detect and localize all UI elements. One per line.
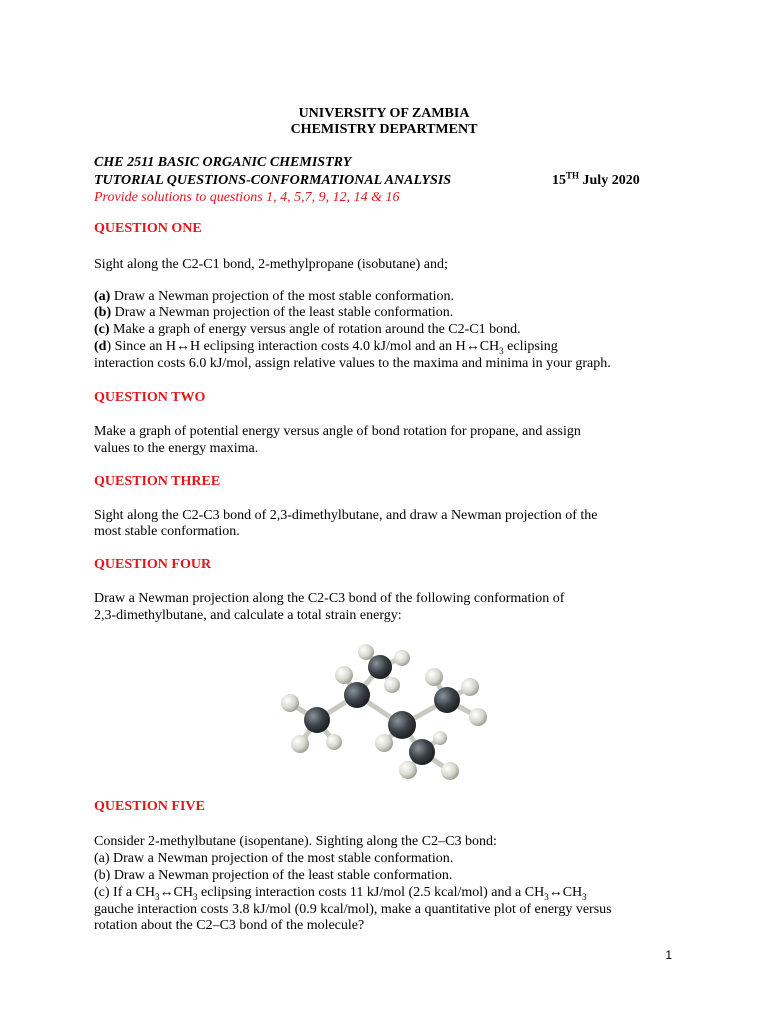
tutorial-title: TUTORIAL QUESTIONS-CONFORMATIONAL ANALYSIS — [94, 173, 452, 188]
q5-c-text-1: (c) If a CH — [94, 885, 156, 900]
q5-c-text-4: ↔CH — [548, 885, 583, 900]
q5-c-sub-1: 3 — [155, 891, 160, 902]
q4-line1: Draw a Newman projection along the C2-C3 bond of the following conformation of — [94, 591, 565, 606]
page-number: 1 — [665, 948, 672, 962]
q5-c-text-2: ↔CH — [159, 885, 193, 900]
q1-a-label: (a) — [94, 289, 111, 304]
q5-intro: Consider 2-methylbutane (isopentane). Sighting along the C2–C3 bond: — [94, 834, 497, 849]
q1-d-subscript: 3 — [499, 345, 504, 356]
q1-part-d — [94, 339, 558, 355]
q1-d-text-end: eclipsing — [503, 339, 558, 354]
date-suffix: TH — [566, 170, 580, 181]
q1-c-label: (c) — [94, 322, 110, 337]
q3-line1: Sight along the C2-C3 bond of 2,3-dimethylbutane, and draw a Newman projection of the — [94, 508, 598, 523]
question-one-heading: QUESTION ONE — [94, 221, 202, 236]
dimethylbutane-molecule-model — [272, 630, 502, 785]
q5-part-c-line2: gauche interaction costs 3.8 kJ/mol (0.9 kcal/mol), make a quantitative plot of energy versus — [94, 902, 612, 917]
q5-c-text-3: eclipsing interaction costs 11 kJ/mol (2.5 kcal/mol) and a CH — [197, 885, 545, 900]
question-four-heading: QUESTION FOUR — [94, 557, 212, 572]
q1-b-text: Draw a Newman projection of the least stable conformation. — [111, 305, 454, 320]
q5-part-b: (b) Draw a Newman projection of the least stable conformation. — [94, 868, 453, 883]
q1-part-b — [94, 305, 453, 321]
date-month-year: July 2020 — [579, 173, 640, 188]
university-title: UNIVERSITY OF ZAMBIA — [298, 106, 470, 121]
q2-line1: Make a graph of potential energy versus angle of bond rotation for propane, and assign — [94, 424, 581, 439]
date-day: 15 — [552, 173, 566, 188]
q1-part-c — [94, 322, 521, 338]
q5-part-c-line3: rotation about the C2–C3 bond of the molecule? — [94, 918, 365, 933]
q1-part-a — [94, 289, 454, 305]
question-five-heading: QUESTION FIVE — [94, 799, 205, 814]
q1-a-text: Draw a Newman projection of the most stable conformation. — [110, 289, 455, 304]
department-title: CHEMISTRY DEPARTMENT — [290, 122, 478, 137]
q4-line2: 2,3-dimethylbutane, and calculate a total strain energy: — [94, 608, 402, 623]
question-two-heading: QUESTION TWO — [94, 390, 206, 405]
q2-line2: values to the energy maxima. — [94, 441, 259, 456]
q5-part-a: (a) Draw a Newman projection of the most stable conformation. — [94, 851, 454, 866]
q3-line2: most stable conformation. — [94, 524, 240, 539]
q1-intro: Sight along the C2-C1 bond, 2-methylpropane (isobutane) and; — [94, 257, 448, 272]
question-three-heading: QUESTION THREE — [94, 474, 221, 489]
q1-d-label: (d — [94, 339, 107, 354]
q5-c-sub-2: 3 — [192, 891, 198, 902]
q1-c-text: Make a graph of energy versus angle of rotation around the C2-C1 bond. — [109, 322, 521, 337]
document-date — [552, 170, 640, 189]
q1-d-text: ) Since an H↔H eclipsing interaction costs 4.0 kJ/mol and an H↔CH — [106, 339, 500, 354]
q5-part-c — [94, 885, 587, 901]
q5-c-sub-3: 3 — [544, 891, 549, 902]
instruction-text: Provide solutions to questions 1, 4, 5,7, 9, 12, 14 & 16 — [94, 190, 400, 205]
course-title: CHE 2511 BASIC ORGANIC CHEMISTRY — [94, 155, 352, 170]
q1-b-label: (b) — [94, 305, 112, 320]
q1-part-d-line2: interaction costs 6.0 kJ/mol, assign relative values to the maxima and minima in your graph. — [94, 356, 611, 371]
q5-c-sub-4: 3 — [582, 891, 587, 902]
